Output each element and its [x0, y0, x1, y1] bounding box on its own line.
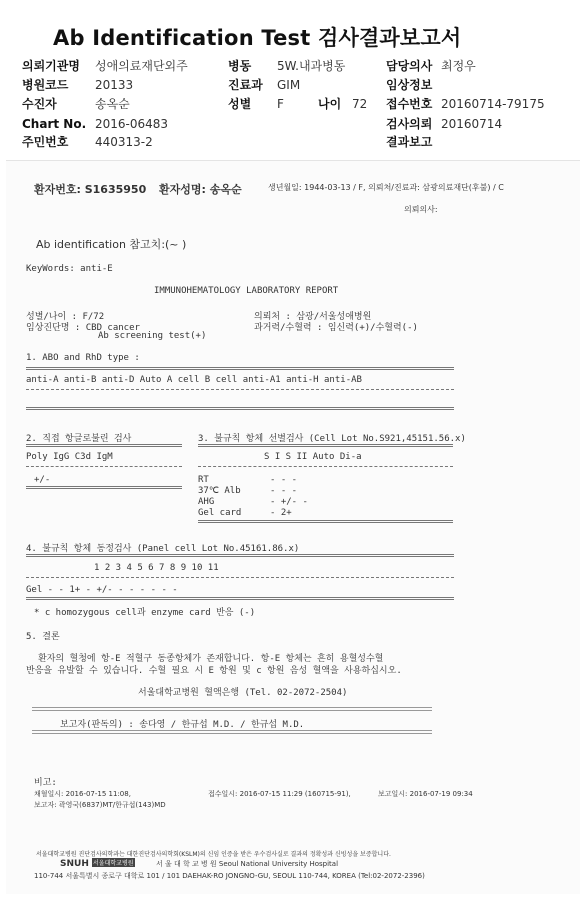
divider	[26, 389, 454, 390]
panel-note: * c homozygous cell과 enzyme card 반응 (-)	[34, 608, 256, 618]
label-institution: 의뢰기관명	[22, 59, 80, 73]
section4-title: 4. 불규칙 항체 동정검사 (Panel cell Lot No.45161.86.x)	[26, 544, 300, 554]
sex-age: 성별/나이 : F/72	[26, 312, 105, 322]
screening-test: Ab screening test(+)	[98, 331, 207, 341]
logo-subtext: 서울대학교병원	[93, 860, 134, 867]
patient-name: 환자성명: 송옥순	[159, 183, 242, 196]
panel-gel-row: Gel - - 1+ - +/- - - - - - -	[26, 585, 178, 595]
received-time: 접수일시: 2016-07-15 11:29 (160715-91),	[208, 790, 351, 798]
keywords: KeyWords: anti-E	[26, 264, 113, 274]
conclusion-line2: 반응을 유발할 수 있습니다. 수혈 필요 시 E 항원 및 c 항원 음성 혈액을 사용하십시오.	[26, 666, 402, 676]
divider	[26, 554, 454, 557]
value-resident-no: 440313-2	[95, 135, 153, 149]
label-doctor: 담당의사	[386, 59, 433, 73]
certification-text: 서울대학교병원 진단검사의학과는 대한진단검사의학회(KSLM)의 신임 인증을 받은 우수검사실로 결과의 정확성과 신빙성을 보증합니다.	[36, 851, 391, 858]
history: 과거력/수혈력 : 임신력(+)/수혈력(-)	[254, 323, 418, 333]
value-hospital-code: 20133	[95, 78, 134, 92]
divider	[198, 444, 453, 447]
screening-row-label: AHG	[198, 497, 215, 507]
section3-title: 3. 불규칙 항체 선별검사 (Cell Lot No.S921,45151.56.x)	[198, 434, 466, 444]
section1-title: 1. ABO and RhD type :	[26, 353, 140, 363]
label-patient: 수진자	[22, 97, 57, 111]
value-chart-no: 2016-06483	[95, 117, 169, 131]
divider	[26, 486, 182, 489]
blood-bank-contact: 서울대학교병원 혈액은행 (Tel. 02-2072-2504)	[138, 688, 348, 698]
snuh-logo: SNUH	[60, 859, 89, 869]
divider	[26, 444, 182, 447]
divider	[32, 730, 432, 731]
screening-row-values: - - -	[270, 475, 298, 485]
scanned-report	[6, 160, 580, 894]
label-sex: 성별	[228, 97, 252, 111]
screening-row-label: RT	[198, 475, 209, 485]
divider	[26, 597, 454, 600]
value-receipt-no: 20160714-79175	[441, 97, 545, 111]
label-hospital-code: 병원코드	[22, 78, 69, 92]
reference-title: Ab identification 참고치:(~ )	[36, 238, 187, 251]
collected-time: 채혈일시: 2016-07-15 11:08,	[34, 790, 131, 798]
label-test-request: 검사의뢰	[386, 117, 433, 131]
divider	[32, 710, 432, 711]
lab-report-title: IMMUNOHEMATOLOGY LABORATORY REPORT	[154, 286, 339, 296]
note-label: 비고:	[34, 778, 57, 788]
label-receipt-no: 접수번호	[386, 97, 433, 111]
hospital-name: 서 울 대 학 교 병 원 Seoul National University Hospital	[156, 860, 339, 868]
value-test-request: 20160714	[441, 117, 503, 131]
label-age: 나이	[318, 97, 342, 111]
value-sex: F	[277, 97, 284, 111]
label-chart-no: Chart No.	[22, 117, 87, 131]
divider	[26, 577, 454, 578]
section5-title: 5. 결론	[26, 632, 60, 642]
requesting-place: 의뢰처 : 삼광/서울성애병원	[254, 312, 372, 322]
label-resident-no: 주민번호	[22, 135, 69, 149]
conclusion-line1: 환자의 혈청에 항-E 적혈구 동종항체가 존재합니다. 항-E 항체는 흔히 용혈성수혈	[38, 654, 384, 664]
screening-row-label: 37℃ Alb	[198, 486, 241, 496]
divider	[26, 367, 454, 370]
screening-row-values: - 2+	[270, 508, 292, 518]
divider	[198, 466, 453, 467]
value-ward: 5W.내과병동	[277, 59, 346, 73]
label-ward: 병동	[228, 59, 252, 73]
patient-number: 환자번호: S1635950	[34, 183, 147, 196]
diagnosis: 임상진단명 : CBD cancer	[26, 323, 140, 333]
abo-columns: anti-A anti-B anti-D Auto A cell B cell anti-A1 anti-H anti-AB	[26, 375, 362, 385]
screening-columns: S I S II Auto Di-a	[264, 452, 362, 462]
value-patient: 송옥순	[95, 97, 130, 111]
screening-row-values: - +/- -	[270, 497, 308, 507]
reported-time: 보고일시: 2016-07-19 09:34	[378, 790, 473, 798]
reporter-codes: 보고자: 곽영국(6837)MT/한규섭(143)MD	[34, 801, 166, 809]
requesting-doctor: 의뢰의사:	[404, 205, 438, 214]
label-department: 진료과	[228, 78, 263, 92]
label-clinical-info: 임상정보	[386, 78, 433, 92]
divider	[32, 733, 432, 734]
hospital-address: 110-744 서울특별시 종로구 대학로 101 / 101 DAEHAK-RO JONGNO-GU, SEOUL 110-744, KOREA (Tel:02-2072-2396)	[34, 872, 425, 880]
divider	[32, 707, 432, 708]
value-institution: 성애의료재단외주	[95, 59, 188, 73]
label-result-report: 결과보고	[386, 135, 433, 149]
divider	[26, 407, 454, 410]
screening-row-label: Gel card	[198, 508, 242, 518]
panel-cell-numbers: 1 2 3 4 5 6 7 8 9 10 11	[94, 563, 219, 573]
reporter-line: 보고자(판독의) : 송다영 / 한규섭 M.D. / 한규섭 M.D.	[60, 720, 305, 730]
dat-poly-value: +/-	[34, 475, 51, 485]
divider	[26, 466, 182, 467]
value-age: 72	[352, 97, 368, 111]
divider	[198, 520, 453, 523]
screening-row-values: - - -	[270, 486, 298, 496]
birth-info: 생년월일: 1944-03-13 / F, 의뢰처/진료과: 삼광의료재단(후불) / C	[268, 183, 504, 192]
report-title: Ab Identification Test 검사결과보고서	[53, 26, 462, 50]
section2-title: 2. 직접 항글로불린 검사	[26, 434, 132, 444]
dat-columns: Poly IgG C3d IgM	[26, 452, 113, 462]
value-doctor: 최정우	[441, 59, 476, 73]
value-department: GIM	[277, 78, 301, 92]
